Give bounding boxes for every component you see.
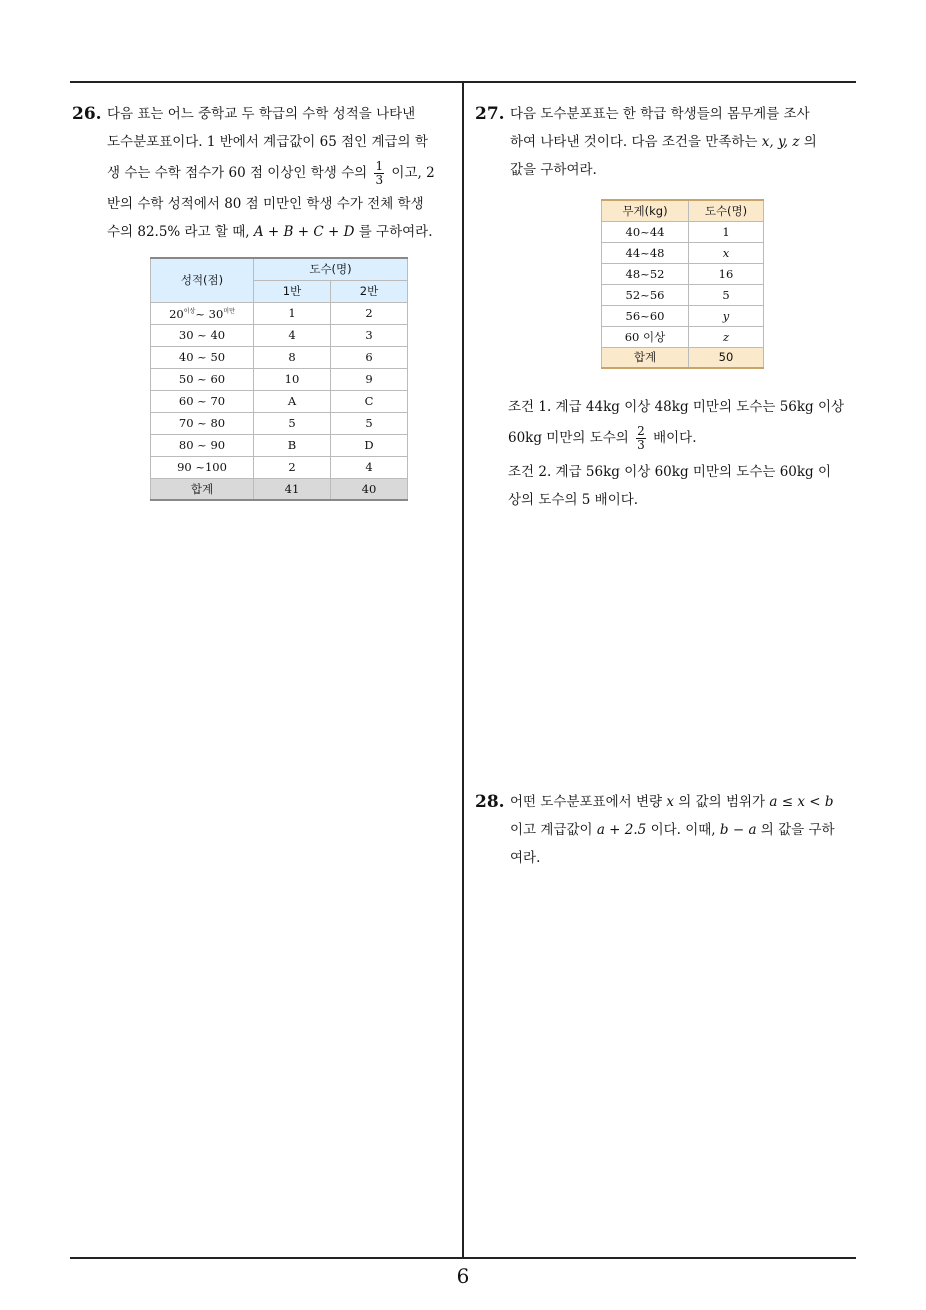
table-row: 60 이상 z [602, 326, 764, 347]
page-number: 6 [456, 1264, 470, 1288]
header-class-2: 2반 [331, 280, 408, 302]
weight-frequency-table [601, 199, 764, 369]
bottom-rule [70, 1257, 856, 1259]
column-divider [462, 82, 464, 1258]
q26-line-3: 생 수는 수학 점수가 60 점 이상인 학생 수의 $\frac{1}{3}$ 이고, 2 [107, 159, 435, 187]
q27-line-2: 하여 나타낸 것이다. 다음 조건을 만족하는 x, y, z 의 [510, 134, 817, 150]
header-score: 성적(점) [151, 258, 254, 302]
q27-line-1: 다음 도수분포표는 한 학급 학생들의 몸무게를 조사 [510, 106, 810, 122]
table-row: 90 ~100 2 4 [151, 456, 408, 478]
table-row: 44~48 x [602, 242, 764, 263]
header-frequency: 도수(명) [689, 200, 764, 221]
question-number: 27. [475, 104, 505, 124]
fraction: $\frac{1}{3}$ [375, 159, 384, 187]
table-row: 60 ~ 70 A C [151, 390, 408, 412]
table-row: 40~44 1 [602, 221, 764, 242]
table-row: 50 ~ 60 10 9 [151, 368, 408, 390]
header-frequency: 도수(명) [254, 258, 408, 280]
condition-2: 조건 2. 계급 56kg 이상 60kg 미만의 도수는 60kg 이 상의 도수의 5 배이다. [508, 464, 832, 508]
q26-line-2: 도수분포표이다. 1 반에서 계급값이 65 점인 계급의 학 [107, 134, 428, 150]
header-class-1: 1반 [254, 280, 331, 302]
q28-line-2: 이고 계급값이 a + 2.5 이다. 이때, b − a 의 값을 구하 [510, 822, 835, 838]
q28-line-3: 여라. [510, 850, 541, 866]
q26-line-1: 다음 표는 어느 중학교 두 학급의 수학 성적을 나타낸 [107, 106, 416, 122]
q26-line-5: 수의 82.5% 라고 할 때, A + B + C + D 를 구하여라. [107, 224, 433, 240]
table-total-row: 합계 41 40 [151, 478, 408, 500]
table-row: 40 ~ 50 8 6 [151, 346, 408, 368]
table-row: 70 ~ 80 5 5 [151, 412, 408, 434]
header-weight: 무게(kg) [602, 200, 689, 221]
q28-line-1: 어떤 도수분포표에서 변량 x 의 값의 범위가 a ≤ x < b [510, 794, 834, 810]
table-row: 56~60 y [602, 305, 764, 326]
table-row: $20^{이상}\sim$ $30^{미만}$ 1 2 [151, 302, 408, 324]
question-number: 26. [72, 104, 102, 124]
table-row: 52~56 5 [602, 284, 764, 305]
table-row: 80 ~ 90 B D [151, 434, 408, 456]
table-row: 48~52 16 [602, 263, 764, 284]
fraction: $\frac{2}{3}$ [637, 424, 645, 452]
question-number: 28. [475, 792, 505, 812]
table-total-row: 합계 50 [602, 347, 764, 368]
q27-line-3: 값을 구하여라. [510, 162, 597, 178]
condition-1: 조건 1. 계급 44kg 이상 48kg 미만의 도수는 56kg 이상 60kg 미만의 도수의 $\frac{2}{3}$ 배이다. [508, 399, 845, 452]
score-frequency-table [150, 257, 408, 501]
q26-line-4: 반의 수학 성적에서 80 점 미만인 학생 수가 전체 학생 [107, 196, 424, 212]
table-row: 30 ~ 40 4 3 [151, 324, 408, 346]
